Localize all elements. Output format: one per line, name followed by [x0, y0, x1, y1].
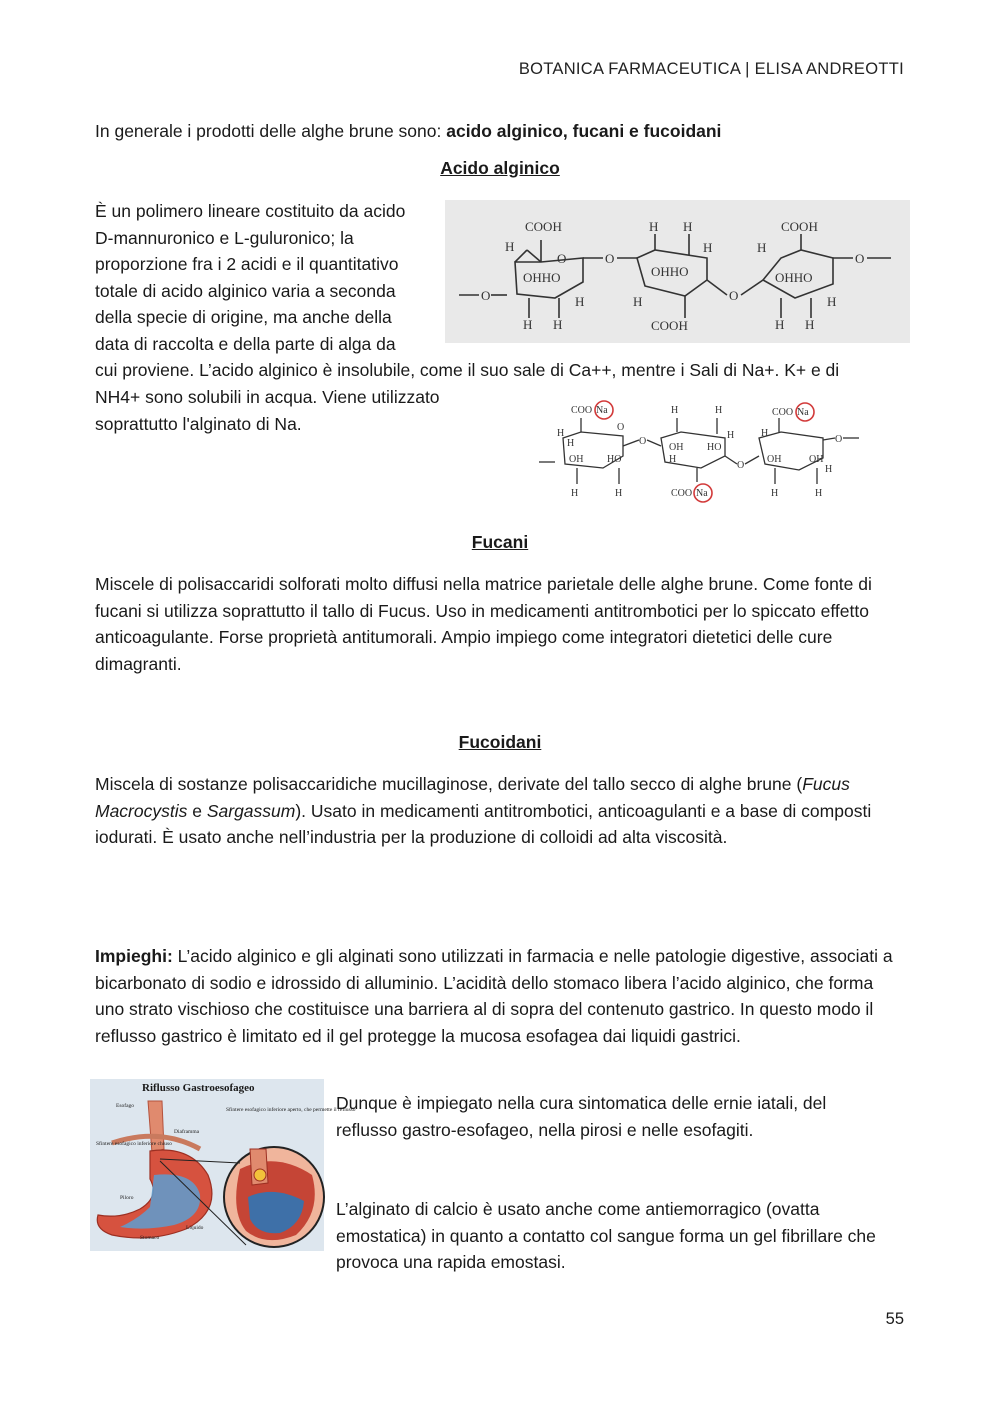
atom-label: H: [571, 488, 579, 499]
text-line: D-mannuronico e L-guluronico; la: [95, 227, 354, 248]
acido-alginico-wrap-text: [95, 198, 445, 357]
text-line: NH4+ sono solubili in acqua. Viene utilizzato: [95, 387, 440, 407]
atom-label: COO: [571, 405, 593, 416]
atom-label: Na: [696, 488, 708, 499]
intro-line: [95, 118, 895, 145]
impieghi-paragraph-2: Dunque è impiegato nella cura sintomatica delle ernie iatali, del reflusso gastro-esofageo, nella pirosi e nelle esofagiti.: [336, 1093, 827, 1140]
atom-label: H: [815, 488, 823, 499]
section-title-fucani: Fucani: [471, 532, 529, 552]
running-header: BOTANICA FARMACEUTICA | ELISA ANDREOTTI: [518, 60, 904, 78]
text-line: È un polimero lineare costituito da acido: [95, 201, 406, 221]
label-piloro: Piloro: [120, 1195, 134, 1201]
atom-label: H: [703, 240, 713, 255]
atom-label: O: [617, 422, 625, 433]
atom-label: OHHO: [775, 270, 813, 285]
atom-label: COOH: [781, 219, 818, 234]
text-span: Miscela di sostanze polisaccaridiche mucillaginose, derivate del tallo secco di alghe brune (: [95, 774, 803, 794]
atom-label: H: [575, 294, 585, 309]
atom-label: O: [481, 288, 491, 303]
text-line: della specie di origine, ma anche della: [95, 307, 392, 327]
reflux-illustration: [90, 1079, 356, 1251]
label-stomaco: Stomaco: [140, 1235, 160, 1241]
label-diaframma: Diaframma: [174, 1129, 200, 1135]
label-liquido: Liquido: [186, 1225, 204, 1231]
atom-label: Na: [596, 405, 608, 416]
italic-span: Sargassum: [206, 800, 296, 821]
impieghi-paragraph-3: L’alginato di calcio è usato anche come antiemorragico (ovatta emostatica) in quanto a contatto col sangue forma un gel fibrillare che provoca una rapida emostasi.: [336, 1199, 876, 1272]
label-esofago: Esofago: [116, 1103, 135, 1109]
atom-label: OH: [809, 454, 824, 465]
atom-label: OHHO: [651, 264, 689, 279]
atom-label: O: [737, 460, 745, 471]
atom-label: O: [855, 251, 865, 266]
atom-label: H: [523, 317, 533, 332]
atom-label: COOH: [651, 318, 688, 333]
atom-label: H: [825, 464, 833, 475]
alginic-acid-structure-svg: [445, 200, 910, 343]
atom-label: H: [805, 317, 815, 332]
atom-label: COO: [772, 407, 794, 418]
atom-label: H: [505, 239, 515, 254]
atom-label: H: [649, 219, 659, 234]
sodium-alginate-structure-figure: [533, 398, 868, 508]
atom-label: H: [633, 294, 643, 309]
atom-label: OHHO: [523, 270, 561, 285]
atom-label: Na: [797, 407, 809, 418]
atom-label: O: [605, 251, 615, 266]
label-sfintere-aperto: Sfintere esofagico inferiore aperto, che permette il reflusso: [226, 1107, 356, 1113]
atom-label: H: [567, 438, 575, 449]
intro-text: In generale i prodotti delle alghe brune sono:: [95, 121, 447, 141]
impieghi-text: L’acido alginico e gli alginati sono utilizzati in farmacia e nelle patologie digestive, associati a bicarbonato di sodio e idrossido di alluminio. L’acidità dello stomaco libera l’acido alginico, che forma uno strato vischioso che costituisce una barriera al di sopra del contenuto gastrico. In questo modo il reflusso gastrico è limitato ed il gel protegge la mucosa esofagea dai liquidi gastrici.: [95, 946, 893, 1046]
atom-label: H: [727, 430, 735, 441]
atom-label: H: [775, 317, 785, 332]
atom-label: COOH: [525, 219, 562, 234]
atom-label: COO: [671, 488, 693, 499]
atom-label: HO: [607, 454, 622, 465]
atom-label: H: [715, 405, 723, 416]
atom-label: H: [669, 454, 677, 465]
atom-label: OH: [569, 454, 584, 465]
alginic-acid-structure-figure: [445, 200, 910, 343]
atom-label: H: [761, 428, 769, 439]
reflux-illustration-svg: [90, 1079, 356, 1251]
atom-label: H: [757, 240, 767, 255]
fucoidani-paragraph: [95, 771, 895, 851]
text-line: proporzione fra i 2 acidi e il quantitativo: [95, 254, 399, 274]
atom-label: H: [557, 428, 565, 439]
atom-label: H: [771, 488, 779, 499]
atom-label: OH: [767, 454, 782, 465]
atom-label: HO: [707, 442, 722, 453]
text-line: soprattutto l'alginato di Na.: [95, 413, 302, 434]
section-title-fucoidani: Fucoidani: [458, 732, 542, 752]
text-span: e: [187, 800, 207, 821]
intro-bold: acido alginico, fucani e fucoidani: [446, 121, 722, 141]
sodium-alginate-structure-svg: [533, 398, 868, 508]
italic-span: Fucus Macrocystis: [95, 774, 850, 821]
atom-label: O: [729, 288, 739, 303]
impieghi-label: Impieghi:: [95, 946, 173, 966]
label-sfintere-chiuso: Sfintere esofagico inferiore chiuso: [96, 1141, 172, 1147]
text-line: totale di acido alginico varia a seconda: [95, 280, 396, 301]
text-span: ). Usato in medicamenti antitrombotici, anticoagulanti e a base di composti iodurati. È usato anche nell’industria per la produzione di colloidi ad alta viscosità.: [95, 800, 872, 847]
page-number: 55: [885, 1310, 904, 1328]
atom-label: H: [827, 294, 837, 309]
atom-label: O: [557, 251, 567, 266]
atom-label: H: [683, 219, 693, 234]
atom-label: O: [835, 434, 843, 445]
text-line: data di raccolta e della parte di alga da: [95, 333, 396, 354]
acido-alginico-wrap-text-2: [95, 384, 515, 437]
impieghi-paragraph: [95, 943, 895, 1049]
text-line-full: cui proviene. L’acido alginico è insolubile, come il suo sale di Ca++, mentre i Sali di Na+. K+ e di: [95, 360, 840, 380]
illustration-title: Riflusso Gastroesofageo: [142, 1082, 255, 1094]
fucani-paragraph: Miscele di polisaccaridi solforati molto diffusi nella matrice parietale delle alghe brune. Come fonte di fucani si utilizza soprattutto il tallo di Fucus. Uso in medicamenti antitrombotici per lo spiccato effetto anticoagulante. Forse proprietà antitumorali. Ampio impiego come integratori dietetici delle cure dimagranti.: [95, 574, 872, 674]
atom-label: H: [671, 405, 679, 416]
atom-label: H: [553, 317, 563, 332]
atom-label: O: [639, 436, 647, 447]
atom-label: OH: [669, 442, 684, 453]
section-title-acido-alginico: Acido alginico: [440, 158, 560, 178]
atom-label: H: [615, 488, 623, 499]
